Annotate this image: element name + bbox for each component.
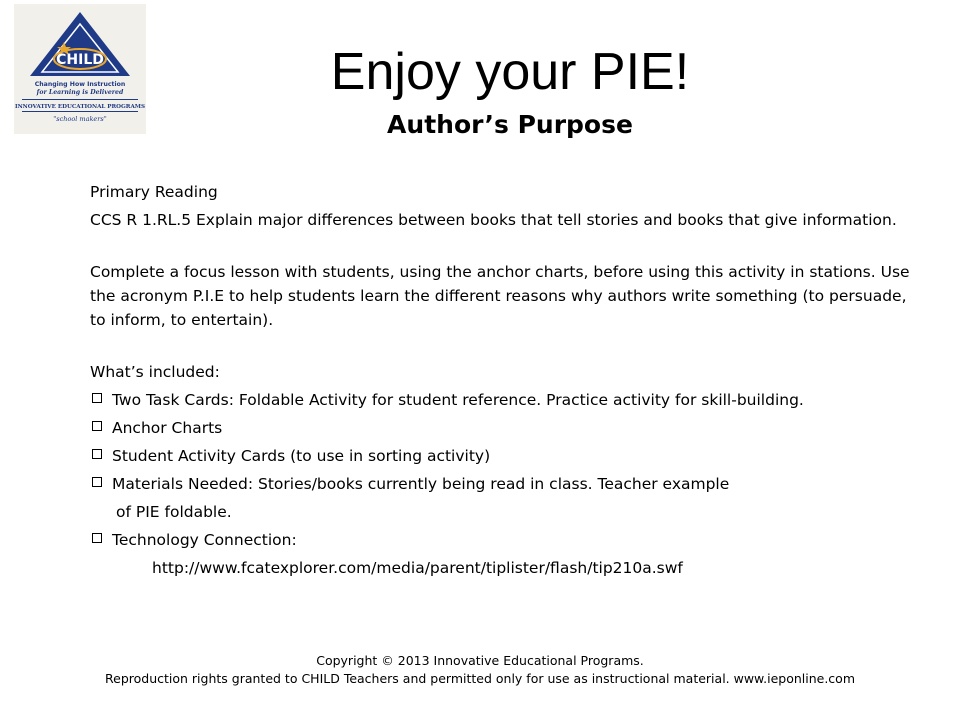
list-item [90, 528, 910, 552]
checkbox-icon [92, 393, 102, 403]
reproduction-text: Reproduction rights granted to CHILD Teachers and permitted only for use as instructional material. www.ieponline.com [105, 671, 855, 686]
page-title: Enjoy your PIE! [330, 43, 690, 101]
logo-line4: "school makers" [53, 115, 107, 123]
list-item [90, 416, 910, 440]
checkbox-icon [92, 449, 102, 459]
list-item [90, 444, 910, 468]
page-subtitle: Author’s Purpose [387, 110, 633, 139]
copyright-text: Copyright © 2013 Innovative Educational Programs. [316, 653, 644, 668]
list-item-text: Student Activity Cards (to use in sorting activity) [112, 447, 491, 465]
content-body [90, 180, 910, 584]
logo-badge-text: CHILD [56, 52, 104, 68]
logo-line2: for Learning is Delivered [36, 89, 124, 96]
standard-text: CCS R 1.RL.5 Explain major differences between books that tell stories and books that give information. [90, 211, 897, 229]
technology-link[interactable]: http://www.fcatexplorer.com/media/parent/tiplister/flash/tip210a.swf [152, 559, 683, 577]
checkbox-icon [92, 533, 102, 543]
included-heading: What’s included: [90, 363, 220, 381]
list-item [90, 472, 910, 496]
checkbox-icon [92, 421, 102, 431]
checkbox-icon [92, 477, 102, 487]
logo-line3: INNOVATIVE EDUCATIONAL PROGRAMS [14, 104, 146, 110]
list-item [90, 388, 910, 412]
list-item-text: Two Task Cards: Foldable Activity for student reference. Practice activity for skill-building. [112, 391, 804, 409]
intro-paragraph: Complete a focus lesson with students, using the anchor charts, before using this activity in stations. Use the acronym P.I.E to help students learn the different reasons why authors write something (to persuade, to inform, to entertain). [90, 263, 910, 329]
list-item-continuation: of PIE foldable. [116, 503, 232, 521]
list-item-text: Anchor Charts [112, 419, 223, 437]
reading-heading: Primary Reading [90, 183, 218, 201]
list-item-text: Technology Connection: [112, 531, 297, 549]
logo-line1: Changing How Instruction [34, 81, 126, 88]
footer [0, 652, 960, 688]
list-item-text: Materials Needed: Stories/books currently being read in class. Teacher example [112, 475, 730, 493]
